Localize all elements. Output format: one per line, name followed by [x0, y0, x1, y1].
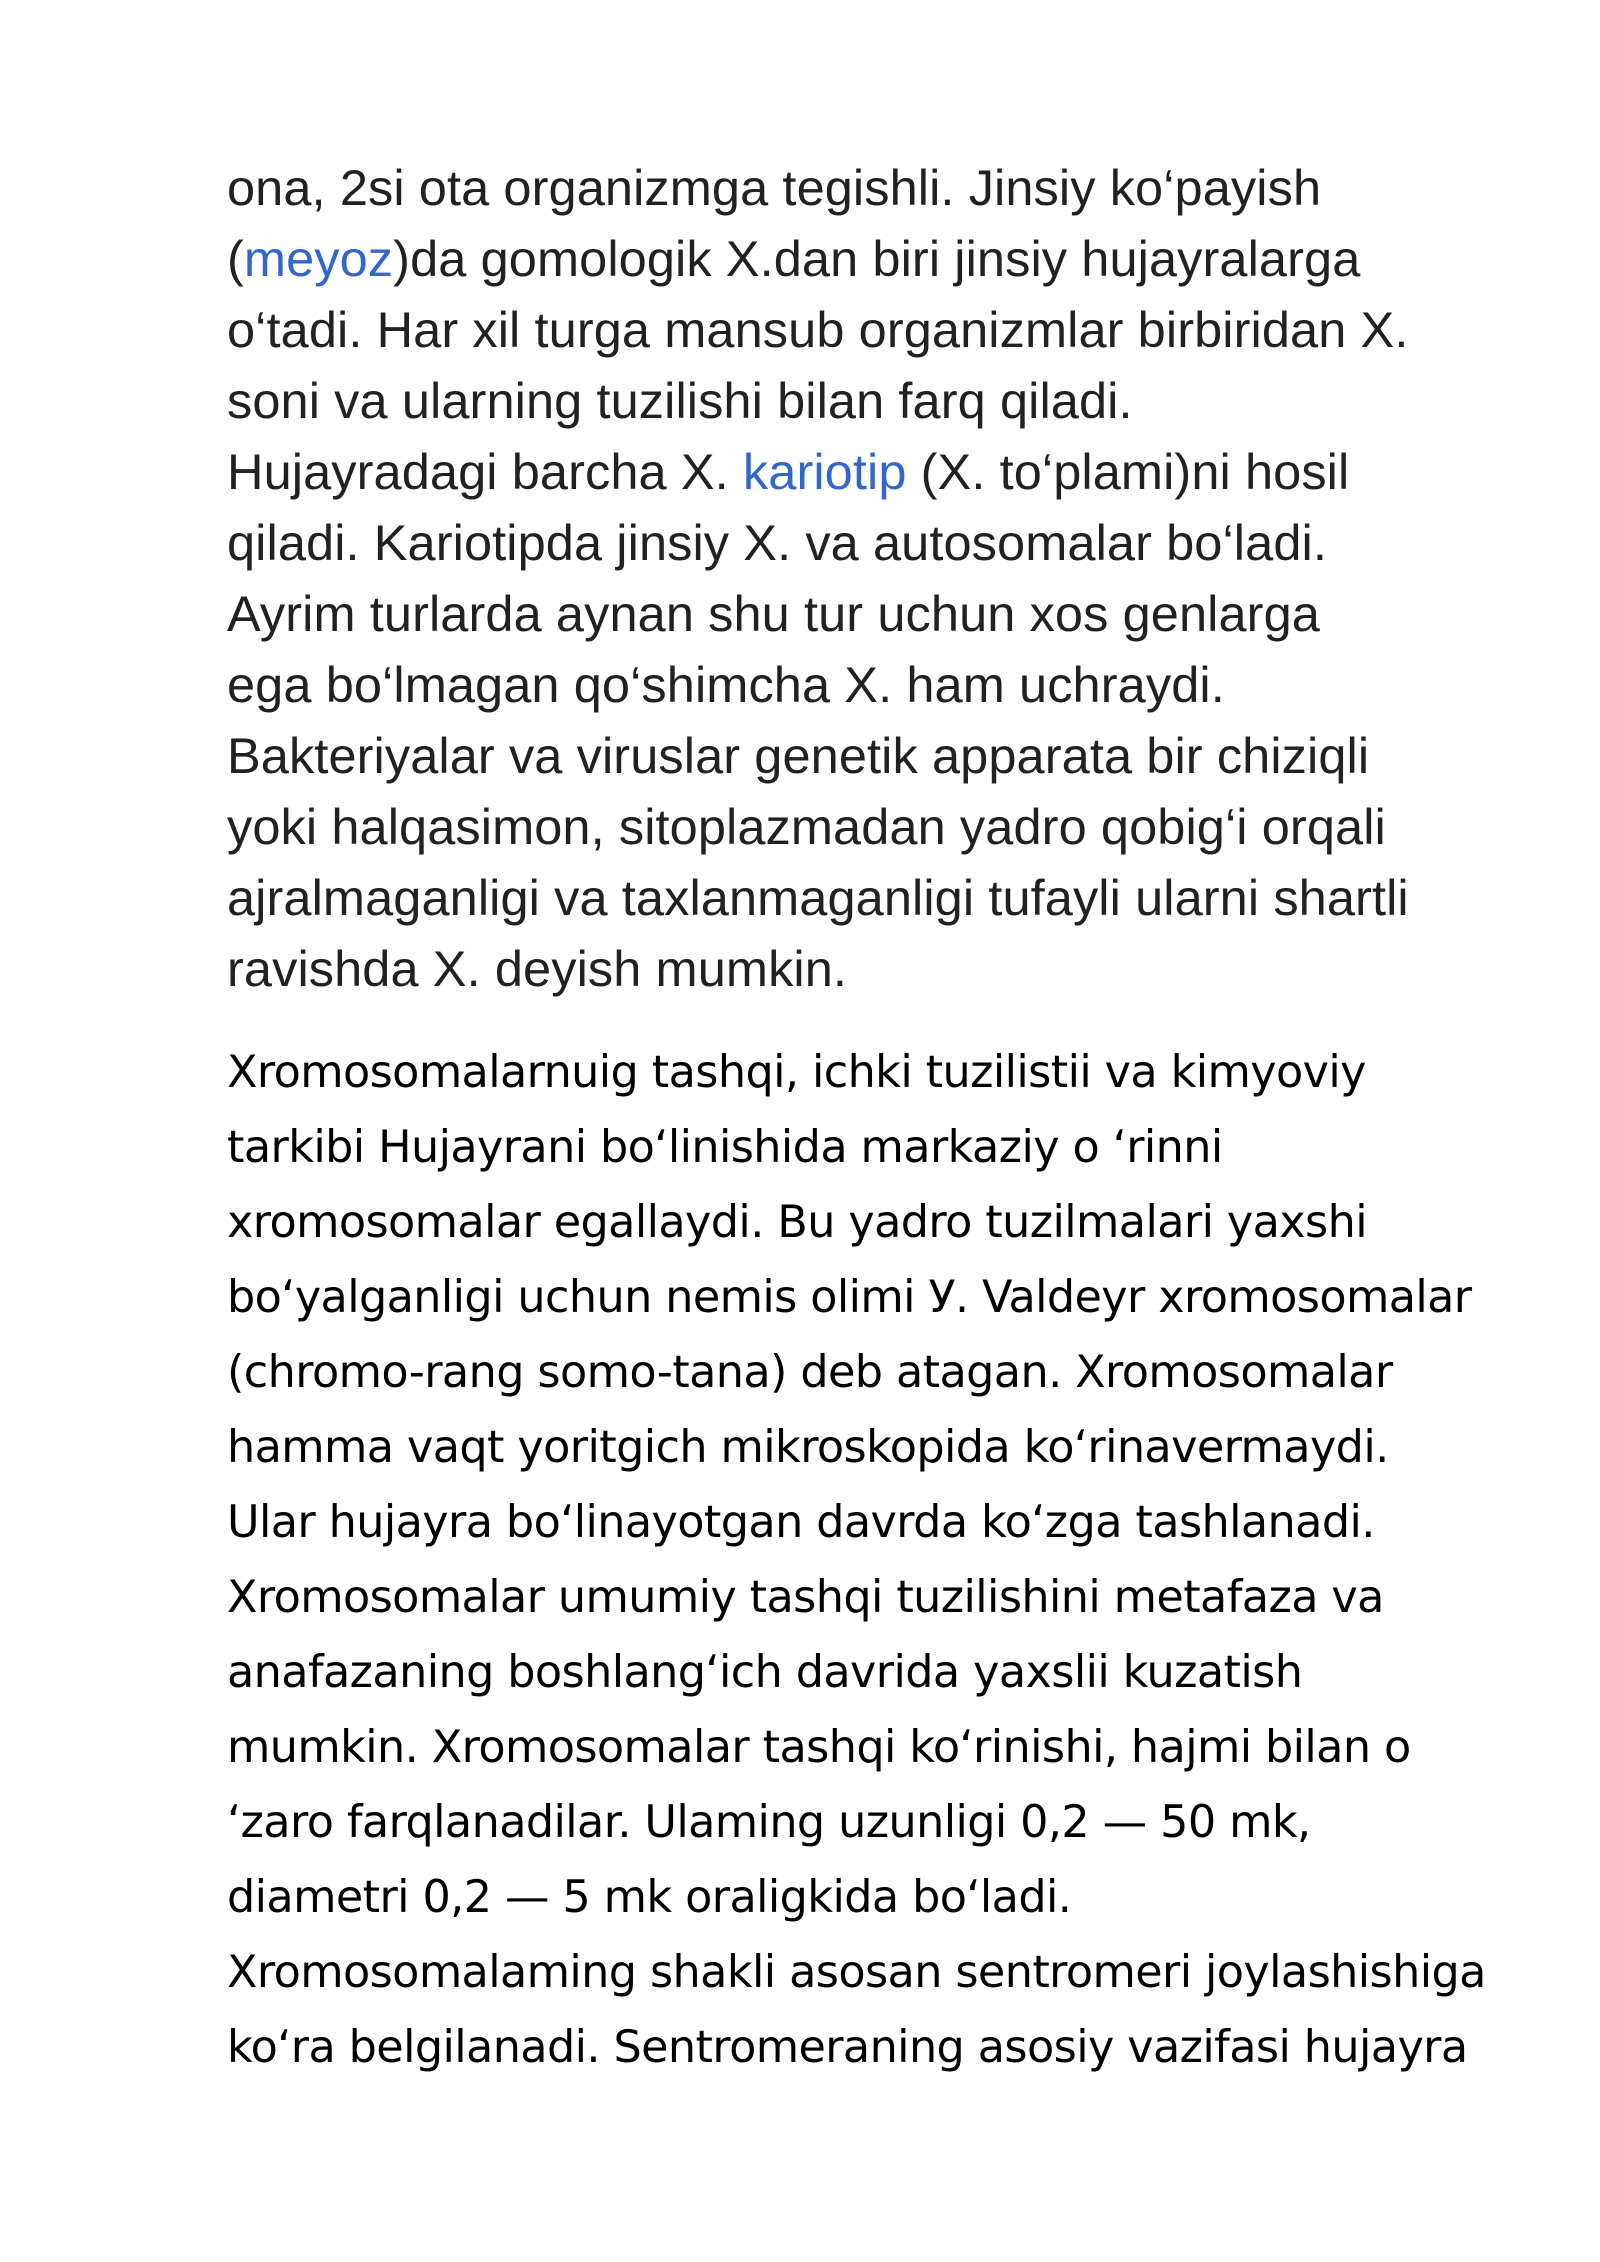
text-line [227, 436, 1487, 507]
text-line: ega bo‘lmagan qo‘shimcha X. ham uchraydi. [227, 656, 1225, 713]
paragraph-chromosomes [227, 1035, 1486, 2085]
text-line: mumkin. Xromosomalar tashqi ko‘rinishi, hajmi bilan o [227, 1722, 1411, 1773]
text-line: Ular hujayra bo‘linayotgan davrda ko‘zga tashlanadi. [227, 1497, 1375, 1548]
text-line: xromosomalar egallaydi. Bu yadro tuzilmalari yaxshi [227, 1197, 1367, 1248]
text-line: yoki halqasimon, sitoplazmadan yadro qobig‘i orqali [227, 798, 1386, 855]
text-line: ajralmaganligi va taxlanmaganligi tufayli ularni shartli [227, 869, 1409, 926]
text-line: (chromo-rang somo-tana) deb atagan. Xromosomalar [227, 1347, 1393, 1398]
text-line: bo‘yalganligi uchun nemis olimi У. Valdeyr xromosomalar [227, 1272, 1472, 1323]
paragraph-wiki-excerpt [227, 152, 1487, 1004]
text-line: anafazaning boshlang‘ich davrida yaxslii kuzatish [227, 1647, 1303, 1698]
text-line: hamma vaqt yoritgich mikroskopida ko‘rinavermaydi. [227, 1422, 1389, 1473]
text-fragment: ( [227, 230, 244, 287]
text-line: Xromosomalar umumiy tashqi tuzilishini metafaza va [227, 1572, 1384, 1623]
document-page [227, 152, 1487, 2073]
text-line: ko‘ra belgilanadi. Sentromeraning asosiy vazifasi hujayra [227, 2022, 1468, 2073]
text-line: Xromosomalaming shakli asosan sentromeri joylashishiga [227, 1947, 1486, 1998]
text-line: diametri 0,2 — 5 mk oraligkida bo‘ladi. [227, 1872, 1072, 1923]
text-line: Ayrim turlarda aynan shu tur uchun xos genlarga [227, 585, 1320, 642]
text-line: o‘tadi. Har xil turga mansub organizmlar birbiridan X. [227, 301, 1409, 358]
text-line [227, 223, 1487, 294]
text-line: ravishda X. deyish mumkin. [227, 940, 848, 997]
text-line: soni va ularning tuzilishi bilan farq qiladi. [227, 372, 1133, 429]
text-line: Bakteriyalar va viruslar genetik apparata bir chiziqli [227, 727, 1370, 784]
text-fragment: (X. to‘plami)ni hosil [906, 443, 1350, 500]
link-kariotip[interactable]: kariotip [742, 443, 907, 500]
text-line: qiladi. Kariotipda jinsiy X. va autosomalar bo‘ladi. [227, 514, 1327, 571]
text-fragment: )da gomologik X.dan biri jinsiy hujayralarga [393, 230, 1361, 287]
text-fragment: Hujayradagi barcha X. [227, 443, 743, 500]
text-line: ‘zaro farqlanadilar. Ulaming uzunligi 0,2 — 50 mk, [227, 1797, 1311, 1848]
text-line: ona, 2si ota organizmga tegishli. Jinsiy ko‘payish [227, 159, 1322, 216]
text-line: Xromosomalarnuig tashqi, ichki tuzilistii va kimyoviy [227, 1047, 1366, 1098]
link-meyoz[interactable]: meyoz [243, 230, 394, 287]
text-line: tarkibi Hujayrani bo‘linishida markaziy o ‘rinni [227, 1122, 1223, 1173]
